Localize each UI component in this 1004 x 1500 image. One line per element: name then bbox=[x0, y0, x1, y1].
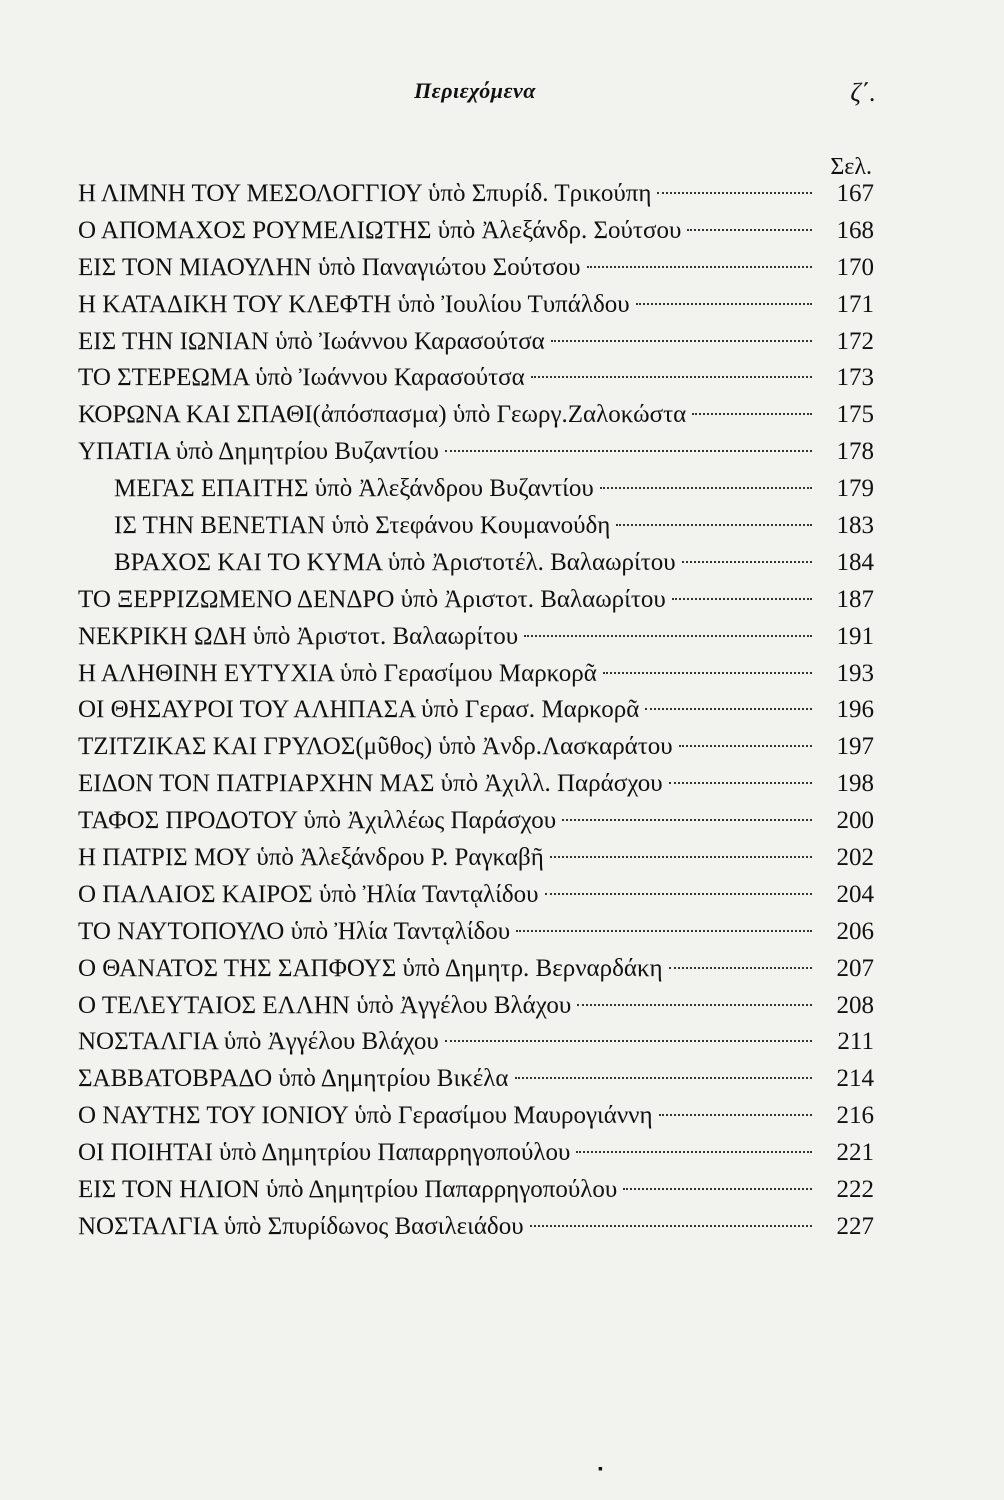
toc-entry bbox=[78, 250, 874, 287]
dot-leader bbox=[551, 340, 812, 342]
toc-entry bbox=[78, 877, 874, 914]
toc-entry bbox=[78, 766, 874, 803]
dot-leader bbox=[616, 524, 812, 526]
toc-entry-title: ΜΕΓΑΣ ΕΠΑΙΤΗΣ ὑπὸ Ἀλεξάνδρου Βυζαντίου bbox=[114, 475, 594, 503]
toc-entry-page: 227 bbox=[836, 1212, 874, 1240]
toc-entry bbox=[78, 1172, 874, 1209]
toc-entry-title: Η ΛΙΜΝΗ ΤΟΥ ΜΕΣΟΛΟΓΓΙΟΥ ὑπὸ Σπυρίδ. Τρικούπη bbox=[78, 180, 652, 207]
toc-entry-page: 222 bbox=[836, 1176, 874, 1204]
toc-entry-page: 211 bbox=[837, 1028, 874, 1056]
toc-entry-title: ΤΟ ΝΑΥΤΟΠΟΥΛΟ ὑπὸ Ἠλία Ταντᾳλίδου bbox=[78, 917, 511, 945]
toc-entry bbox=[78, 1098, 874, 1135]
toc-entry bbox=[78, 471, 874, 508]
toc-entry-title: ΕΙΣ ΤΗΝ ΙΩΝΙΑΝ ὑπὸ Ἰωάννου Καρασούτσα bbox=[78, 327, 545, 355]
toc-entry-page: 172 bbox=[836, 327, 874, 355]
toc-entry bbox=[78, 1061, 874, 1098]
toc-entry-page: 191 bbox=[836, 622, 874, 650]
toc-entry-page: 196 bbox=[836, 696, 874, 724]
toc-entry-title: ΒΡΑΧΟΣ ΚΑΙ ΤΟ ΚΥΜΑ ὑπὸ Ἀριστοτέλ. Βαλαωρίτου bbox=[114, 548, 676, 576]
toc-entry bbox=[78, 1209, 874, 1246]
toc-entry-page: 208 bbox=[836, 991, 874, 1019]
toc-entry-title: ΟΙ ΘΗΣΑΥΡΟΙ ΤΟΥ ΑΛΗΠΑΣΑ ὑπὸ Γερασ. Μαρκορᾶ bbox=[78, 696, 640, 724]
toc-entry-page: 197 bbox=[836, 733, 874, 761]
toc-entry bbox=[78, 360, 874, 397]
dot-leader bbox=[679, 745, 812, 747]
toc-entry-title: Ο ΝΑΥΤΗΣ ΤΟΥ ΙΟΝΙΟΥ ὑπὸ Γερασίμου Μαυρογιάννη bbox=[78, 1102, 653, 1130]
toc-entry-page: 216 bbox=[836, 1102, 874, 1130]
toc-entry bbox=[78, 619, 874, 656]
toc-entry-title: ΤΟ ΞΕΡΡΙΖΩΜΕΝΟ ΔΕΝΔΡΟ ὑπὸ Ἀριστοτ. Βαλαωρίτου bbox=[78, 585, 666, 613]
printer-mark: ▪ bbox=[598, 1462, 603, 1477]
toc-entry-page: 206 bbox=[836, 917, 874, 945]
dot-leader bbox=[562, 819, 812, 821]
dot-leader bbox=[692, 413, 812, 415]
toc-entry-title: ΝΟΣΤΑΛΓΙΑ ὑπὸ Ἀγγέλου Βλάχου bbox=[78, 1028, 439, 1056]
dot-leader bbox=[545, 893, 812, 895]
dot-leader bbox=[645, 708, 812, 710]
toc-entry-title: ΕΙΣ ΤΟΝ ΜΙΑΟΥΛΗΝ ὑπὸ Παναγιώτου Σούτσου bbox=[78, 253, 581, 281]
toc-entry-page: 207 bbox=[836, 954, 874, 982]
toc-entry bbox=[78, 988, 874, 1025]
toc-entry-page: 204 bbox=[836, 880, 874, 908]
toc-entry-title: ΥΠΑΤΙΑ ὑπὸ Δημητρίου Βυζαντίου bbox=[78, 438, 439, 466]
running-title: Περιεχόμενα bbox=[414, 78, 536, 103]
dot-leader bbox=[636, 303, 812, 305]
toc-entry-title: ΕΙΣ ΤΟΝ ΗΛΙΟΝ ὑπὸ Δημητρίου Παπαρρηγοπούλου bbox=[78, 1176, 618, 1204]
dot-leader bbox=[550, 856, 812, 858]
dot-leader bbox=[515, 1077, 812, 1079]
toc-entry-page: 170 bbox=[836, 253, 874, 281]
toc-entry-page: 179 bbox=[836, 475, 874, 503]
toc-entry-page: 175 bbox=[836, 401, 874, 429]
toc-entry bbox=[78, 729, 874, 766]
toc-entry-page: 183 bbox=[836, 512, 874, 540]
toc-entry bbox=[78, 914, 874, 951]
toc-entry-title: Ο ΘΑΝΑΤΟΣ ΤΗΣ ΣΑΠΦΟΥΣ ὑπὸ Δημητρ. Βερναρδάκη bbox=[78, 954, 663, 982]
toc-entry-title: ΕΙΔΟΝ ΤΟΝ ΠΑΤΡΙΑΡΧΗΝ ΜΑΣ ὑπὸ Ἀχιλλ. Παράσχου bbox=[78, 770, 663, 798]
toc-entry bbox=[78, 213, 874, 250]
toc-entry-page: 178 bbox=[836, 438, 874, 466]
toc-entry-title: Η ΚΑΤΑΔΙΚΗ ΤΟΥ ΚΛΕΦΤΗ ὑπὸ Ἰουλίου Τυπάλδου bbox=[78, 290, 630, 318]
toc-entry-title: ΝΕΚΡΙΚΗ ΩΔΗ ὑπὸ Ἀριστοτ. Βαλαωρίτου bbox=[78, 622, 519, 650]
toc-entry-title: Ο ΑΠΟΜΑΧΟΣ ΡΟΥΜΕΛΙΩΤΗΣ ὑπὸ Ἀλεξάνδρ. Σούτσου bbox=[78, 216, 682, 244]
toc-entry-title: ΚΟΡΩΝΑ ΚΑΙ ΣΠΑΘΙ(ἀπόσπασμα) ὑπὸ Γεωργ.Ζαλοκώστα bbox=[78, 401, 687, 429]
toc-entry bbox=[78, 324, 874, 361]
toc-entry-page: 173 bbox=[836, 364, 874, 392]
page-number: ζ΄. bbox=[850, 78, 876, 107]
dot-leader bbox=[687, 229, 812, 231]
page-header bbox=[80, 78, 876, 118]
dot-leader bbox=[516, 930, 812, 932]
toc-entry bbox=[78, 1024, 874, 1061]
toc-entry-page: 202 bbox=[836, 844, 874, 872]
toc-entry-title: ΣΑΒΒΑΤΟΒΡΑΔΟ ὑπὸ Δημητρίου Βικέλα bbox=[78, 1065, 509, 1093]
dot-leader bbox=[657, 192, 812, 194]
toc-entry-title: Ο ΤΕΛΕΥΤΑΙΟΣ ΕΛΛΗΝ ὑπὸ Ἀγγέλου Βλάχου bbox=[78, 991, 572, 1019]
toc-entry-title: ΝΟΣΤΑΛΓΙΑ ὑπὸ Σπυρίδωνος Βασιλειάδου bbox=[78, 1212, 524, 1240]
toc-entry-page: 193 bbox=[836, 659, 874, 687]
toc-entry-title: Ο ΠΑΛΑΙΟΣ ΚΑΙΡΟΣ ὑπὸ Ἠλία Ταντᾳλίδου bbox=[78, 880, 539, 908]
toc-entry bbox=[78, 434, 874, 471]
toc-entry bbox=[78, 287, 874, 324]
dot-leader bbox=[524, 635, 812, 637]
toc-entry bbox=[78, 397, 874, 434]
dot-leader bbox=[530, 1225, 812, 1227]
toc-entry bbox=[78, 1135, 874, 1172]
toc-entry-title: Η ΑΛΗΘΙΝΗ ΕΥΤΥΧΙΑ ὑπὸ Γερασίμου Μαρκορᾶ bbox=[78, 659, 597, 687]
toc-entry-page: 198 bbox=[836, 770, 874, 798]
toc-entry-page: 171 bbox=[836, 290, 874, 318]
dot-leader bbox=[672, 598, 812, 600]
toc-entry bbox=[78, 545, 874, 582]
toc-entry-page: 184 bbox=[836, 548, 874, 576]
dot-leader bbox=[669, 782, 812, 784]
dot-leader bbox=[587, 266, 813, 268]
toc-entry-title: ΤΟ ΣΤΕΡΕΩΜΑ ὑπὸ Ἰωάννου Καρασούτσα bbox=[78, 364, 525, 392]
toc-entry bbox=[78, 508, 874, 545]
dot-leader bbox=[623, 1188, 812, 1190]
table-of-contents bbox=[78, 176, 874, 1246]
toc-entry-title: Η ΠΑΤΡΙΣ ΜΟΥ ὑπὸ Ἀλεξάνδρου Ρ. Ραγκαβῆ bbox=[78, 844, 544, 872]
toc-entry bbox=[78, 176, 874, 213]
toc-entry bbox=[78, 692, 874, 729]
dot-leader bbox=[659, 1114, 812, 1116]
toc-entry-title: ΟΙ ΠΟΙΗΤΑΙ ὑπὸ Δημητρίου Παπαρρηγοπούλου bbox=[78, 1139, 571, 1167]
toc-entry-title: ΤΖΙΤΖΙΚΑΣ ΚΑΙ ΓΡΥΛΟΣ(μῦθος) ὑπὸ Ἀνδρ.Λασκαράτου bbox=[78, 733, 673, 761]
toc-entry-title: ΙΣ ΤΗΝ ΒΕΝΕΤΙΑΝ ὑπὸ Στεφάνου Κουμανούδη bbox=[114, 512, 611, 540]
dot-leader bbox=[577, 1004, 812, 1006]
toc-entry bbox=[78, 803, 874, 840]
dot-leader bbox=[600, 487, 812, 489]
dot-leader bbox=[445, 450, 812, 452]
toc-entry-title: ΤΑΦΟΣ ΠΡΟΔΟΤΟΥ ὑπὸ Ἀχιλλέως Παράσχου bbox=[78, 807, 557, 835]
dot-leader bbox=[603, 672, 812, 674]
toc-entry-page: 221 bbox=[836, 1139, 874, 1167]
toc-entry bbox=[78, 840, 874, 877]
toc-entry-page: 200 bbox=[836, 807, 874, 835]
dot-leader bbox=[669, 967, 812, 969]
toc-entry bbox=[78, 656, 874, 693]
dot-leader bbox=[531, 376, 812, 378]
dot-leader bbox=[682, 561, 812, 563]
toc-entry-page: 214 bbox=[836, 1065, 874, 1093]
toc-entry bbox=[78, 582, 874, 619]
toc-entry-page: 187 bbox=[836, 585, 874, 613]
toc-entry-page: 168 bbox=[836, 216, 874, 244]
page-column-label: Σελ. bbox=[830, 154, 872, 180]
toc-entry bbox=[78, 951, 874, 988]
toc-entry-page: 167 bbox=[836, 180, 874, 207]
dot-leader bbox=[576, 1151, 812, 1153]
dot-leader bbox=[445, 1040, 812, 1042]
